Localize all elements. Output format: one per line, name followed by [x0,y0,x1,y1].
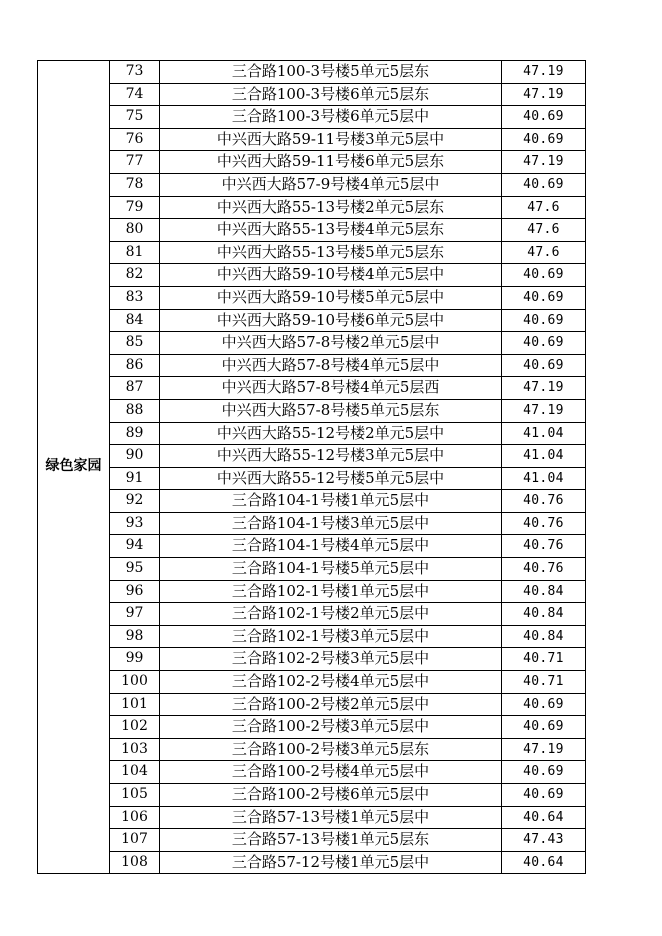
table-row [38,196,586,219]
table-row [38,490,586,513]
address-cell: 三合路100-3号楼6单元5层中 [160,106,502,129]
row-number-cell: 95 [110,558,160,581]
area-cell: 40.69 [502,264,586,287]
table-row [38,467,586,490]
address-cell: 三合路100-2号楼4单元5层中 [160,761,502,784]
table-row [38,219,586,242]
area-cell: 40.64 [502,851,586,874]
area-cell: 41.04 [502,467,586,490]
area-cell: 40.69 [502,716,586,739]
area-cell: 40.69 [502,784,586,807]
table-row [38,761,586,784]
row-number-cell: 76 [110,128,160,151]
table-row [38,106,586,129]
table-row [38,784,586,807]
table-row [38,625,586,648]
area-cell: 40.69 [502,332,586,355]
table-row [38,264,586,287]
table-row [38,603,586,626]
address-cell: 中兴西大路55-12号楼2单元5层中 [160,422,502,445]
table-row [38,806,586,829]
row-number-cell: 81 [110,241,160,264]
table-row [38,738,586,761]
table-row [38,241,586,264]
table-row [38,354,586,377]
row-number-cell: 77 [110,151,160,174]
area-cell: 47.19 [502,83,586,106]
area-cell: 40.69 [502,106,586,129]
table-row [38,128,586,151]
row-number-cell: 79 [110,196,160,219]
row-number-cell: 73 [110,61,160,84]
address-cell: 中兴西大路59-10号楼4单元5层中 [160,264,502,287]
address-cell: 中兴西大路55-12号楼5单元5层中 [160,467,502,490]
area-cell: 47.19 [502,151,586,174]
row-number-cell: 88 [110,399,160,422]
address-cell: 三合路102-1号楼2单元5层中 [160,603,502,626]
row-number-cell: 86 [110,354,160,377]
address-cell: 三合路104-1号楼4单元5层中 [160,535,502,558]
area-cell: 47.6 [502,219,586,242]
address-cell: 中兴西大路59-10号楼5单元5层中 [160,286,502,309]
area-cell: 40.69 [502,309,586,332]
row-number-cell: 90 [110,445,160,468]
area-cell: 40.64 [502,806,586,829]
area-cell: 40.69 [502,354,586,377]
table-row [38,309,586,332]
area-cell: 40.71 [502,648,586,671]
area-cell: 40.69 [502,173,586,196]
address-cell: 中兴西大路55-13号楼4单元5层东 [160,219,502,242]
table-row [38,422,586,445]
address-cell: 三合路100-2号楼2单元5层中 [160,693,502,716]
address-cell: 中兴西大路59-10号楼6单元5层中 [160,309,502,332]
row-number-cell: 87 [110,377,160,400]
row-number-cell: 74 [110,83,160,106]
address-cell: 三合路102-1号楼1单元5层中 [160,580,502,603]
table-row [38,580,586,603]
area-cell: 40.71 [502,671,586,694]
row-number-cell: 97 [110,603,160,626]
row-number-cell: 99 [110,648,160,671]
address-cell: 三合路102-2号楼3单元5层中 [160,648,502,671]
address-cell: 三合路104-1号楼3单元5层中 [160,512,502,535]
table-row [38,83,586,106]
area-cell: 47.19 [502,377,586,400]
row-number-cell: 84 [110,309,160,332]
row-number-cell: 100 [110,671,160,694]
row-number-cell: 85 [110,332,160,355]
address-cell: 中兴西大路57-8号楼2单元5层中 [160,332,502,355]
area-cell: 40.84 [502,625,586,648]
row-number-cell: 96 [110,580,160,603]
table-row [38,61,586,84]
table-row [38,445,586,468]
row-number-cell: 107 [110,829,160,852]
address-cell: 三合路104-1号楼1单元5层中 [160,490,502,513]
row-number-cell: 105 [110,784,160,807]
row-number-cell: 82 [110,264,160,287]
row-number-cell: 106 [110,806,160,829]
table-row [38,151,586,174]
address-cell: 三合路57-13号楼1单元5层中 [160,806,502,829]
table-row [38,693,586,716]
address-cell: 中兴西大路57-8号楼4单元5层中 [160,354,502,377]
row-number-cell: 108 [110,851,160,874]
address-cell: 三合路100-2号楼3单元5层东 [160,738,502,761]
row-number-cell: 103 [110,738,160,761]
area-cell: 40.69 [502,761,586,784]
address-cell: 中兴西大路55-13号楼2单元5层东 [160,196,502,219]
address-cell: 三合路102-1号楼3单元5层中 [160,625,502,648]
address-cell: 三合路100-3号楼6单元5层东 [160,83,502,106]
address-cell: 三合路57-12号楼1单元5层中 [160,851,502,874]
table-row [38,399,586,422]
row-number-cell: 89 [110,422,160,445]
address-cell: 三合路100-3号楼5单元5层东 [160,61,502,84]
row-number-cell: 78 [110,173,160,196]
table-row [38,851,586,874]
row-number-cell: 104 [110,761,160,784]
row-number-cell: 94 [110,535,160,558]
address-cell: 三合路100-2号楼3单元5层中 [160,716,502,739]
address-cell: 中兴西大路59-11号楼3单元5层中 [160,128,502,151]
area-cell: 40.76 [502,490,586,513]
area-cell: 40.84 [502,580,586,603]
address-cell: 中兴西大路55-13号楼5单元5层东 [160,241,502,264]
table-row [38,829,586,852]
address-cell: 中兴西大路55-12号楼3单元5层中 [160,445,502,468]
row-number-cell: 75 [110,106,160,129]
address-cell: 三合路100-2号楼6单元5层中 [160,784,502,807]
address-cell: 三合路102-2号楼4单元5层中 [160,671,502,694]
row-number-cell: 91 [110,467,160,490]
row-number-cell: 102 [110,716,160,739]
row-number-cell: 93 [110,512,160,535]
housing-table [37,60,586,874]
area-cell: 47.19 [502,399,586,422]
area-cell: 40.69 [502,128,586,151]
area-cell: 47.19 [502,61,586,84]
row-number-cell: 80 [110,219,160,242]
area-cell: 40.69 [502,693,586,716]
table-body [38,61,586,874]
area-cell: 40.76 [502,535,586,558]
area-cell: 40.76 [502,512,586,535]
area-cell: 47.43 [502,829,586,852]
table-row [38,286,586,309]
table-row [38,512,586,535]
address-cell: 中兴西大路57-8号楼5单元5层东 [160,399,502,422]
area-cell: 47.6 [502,241,586,264]
table-row [38,558,586,581]
area-cell: 40.69 [502,286,586,309]
row-number-cell: 92 [110,490,160,513]
address-cell: 中兴西大路59-11号楼6单元5层东 [160,151,502,174]
area-cell: 47.6 [502,196,586,219]
address-cell: 中兴西大路57-9号楼4单元5层中 [160,173,502,196]
row-number-cell: 83 [110,286,160,309]
table-row [38,716,586,739]
address-cell: 中兴西大路57-8号楼4单元5层西 [160,377,502,400]
row-number-cell: 101 [110,693,160,716]
table-row [38,332,586,355]
address-cell: 三合路57-13号楼1单元5层东 [160,829,502,852]
address-cell: 三合路104-1号楼5单元5层中 [160,558,502,581]
table-row [38,377,586,400]
table-row [38,535,586,558]
row-number-cell: 98 [110,625,160,648]
table-row [38,648,586,671]
table-row [38,173,586,196]
area-cell: 40.76 [502,558,586,581]
area-cell: 41.04 [502,445,586,468]
area-cell: 40.84 [502,603,586,626]
table-row [38,671,586,694]
area-cell: 47.19 [502,738,586,761]
area-cell: 41.04 [502,422,586,445]
group-label-cell: 绿色家园 [38,61,110,874]
